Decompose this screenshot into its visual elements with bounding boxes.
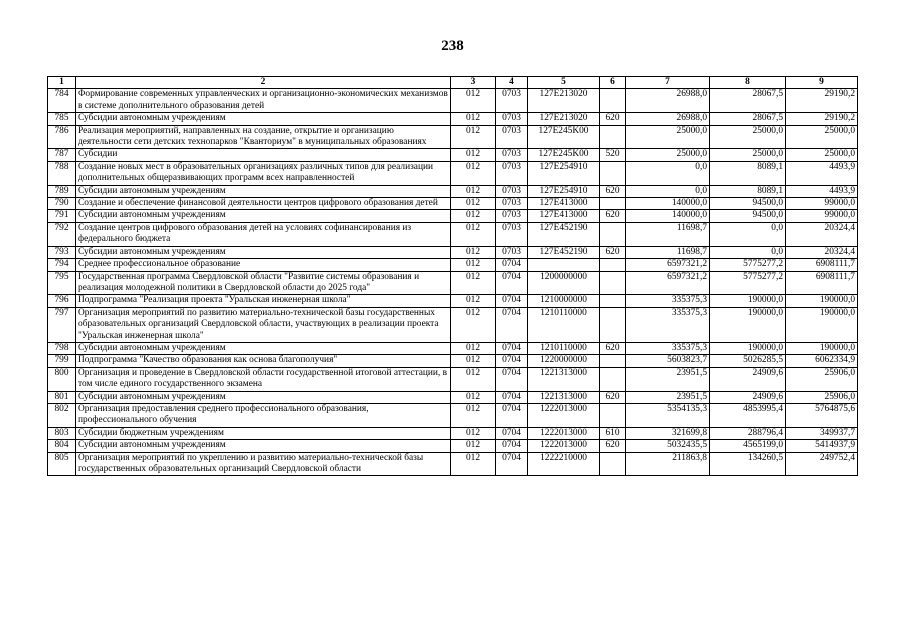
section-code: 0703 [496, 198, 528, 210]
ministry-code: 012 [451, 149, 496, 161]
target-article-code: 1222013000 [528, 427, 600, 439]
table-row [48, 210, 858, 222]
header-row [48, 77, 858, 89]
table-row [48, 149, 858, 161]
section-code: 0704 [496, 391, 528, 403]
ministry-code: 012 [451, 222, 496, 246]
column-header-8: 8 [710, 77, 786, 89]
amount-col-8: 288796,4 [710, 427, 786, 439]
target-article-code: 127E245K00 [528, 149, 600, 161]
amount-col-8: 134260,5 [710, 452, 786, 476]
ministry-code: 012 [451, 198, 496, 210]
row-number: 804 [48, 440, 76, 452]
row-number: 799 [48, 355, 76, 367]
target-article-code: 1210000000 [528, 295, 600, 307]
amount-col-8: 5775277,2 [710, 271, 786, 295]
table-row [48, 271, 858, 295]
amount-col-8: 28067,5 [710, 89, 786, 113]
table-row [48, 113, 858, 125]
ministry-code: 012 [451, 246, 496, 258]
amount-col-8: 190000,0 [710, 307, 786, 342]
amount-col-7: 26988,0 [626, 89, 710, 113]
amount-col-7: 140000,0 [626, 198, 710, 210]
amount-col-9: 20324,4 [786, 246, 858, 258]
amount-col-7: 335375,3 [626, 295, 710, 307]
amount-col-9: 5764875,6 [786, 403, 858, 427]
amount-col-9: 190000,0 [786, 307, 858, 342]
column-header-1: 1 [48, 77, 76, 89]
section-code: 0704 [496, 403, 528, 427]
expense-name: Субсидии автономным учреждениям [76, 185, 451, 197]
section-code: 0704 [496, 367, 528, 391]
target-article-code: 1222210000 [528, 452, 600, 476]
table-row [48, 161, 858, 185]
section-code: 0704 [496, 259, 528, 271]
amount-col-9: 99000,0 [786, 210, 858, 222]
amount-col-8: 5775277,2 [710, 259, 786, 271]
expense-name: Создание и обеспечение финансовой деятельности центров цифрового образования детей [76, 198, 451, 210]
expense-name: Организация мероприятий по развитию материально-технической базы государственных образовательных организаций Свердловской области, участвующих в реализации проекта "Уральская инженерная школа" [76, 307, 451, 342]
ministry-code: 012 [451, 259, 496, 271]
amount-col-9: 29190,2 [786, 89, 858, 113]
row-number: 785 [48, 113, 76, 125]
table-row [48, 185, 858, 197]
column-header-7: 7 [626, 77, 710, 89]
table-row [48, 259, 858, 271]
amount-col-7: 26988,0 [626, 113, 710, 125]
row-number: 803 [48, 427, 76, 439]
target-article-code: 1210110000 [528, 342, 600, 354]
target-article-code: 127E254910 [528, 161, 600, 185]
page-number: 238 [441, 38, 464, 54]
expense-type-code: 520 [600, 149, 626, 161]
expense-name: Государственная программа Свердловской области "Развитие системы образования и реализация молодежной политики в Свердловской области до 2025 года" [76, 271, 451, 295]
table-body [48, 89, 858, 476]
ministry-code: 012 [451, 210, 496, 222]
section-code: 0703 [496, 222, 528, 246]
target-article-code: 1222013000 [528, 403, 600, 427]
ministry-code: 012 [451, 452, 496, 476]
amount-col-7: 11698,7 [626, 222, 710, 246]
section-code: 0703 [496, 113, 528, 125]
expense-type-code [600, 271, 626, 295]
expense-name: Организация и проведение в Свердловской области государственной итоговой аттестации, в том числе единого государственного экзамена [76, 367, 451, 391]
target-article-code: 127E413000 [528, 198, 600, 210]
target-article-code: 1221313000 [528, 367, 600, 391]
amount-col-8: 24909,6 [710, 391, 786, 403]
row-number: 786 [48, 125, 76, 149]
expense-name: Создание новых мест в образовательных организациях различных типов для реализации дополнительных общеразвивающих программ всех направленностей [76, 161, 451, 185]
ministry-code: 012 [451, 89, 496, 113]
target-article-code: 1221313000 [528, 391, 600, 403]
amount-col-8: 4565199,0 [710, 440, 786, 452]
amount-col-9: 6908111,7 [786, 271, 858, 295]
ministry-code: 012 [451, 427, 496, 439]
amount-col-9: 190000,0 [786, 342, 858, 354]
amount-col-7: 321699,8 [626, 427, 710, 439]
expense-type-code [600, 403, 626, 427]
amount-col-9: 25906,0 [786, 391, 858, 403]
section-code: 0704 [496, 355, 528, 367]
expense-type-code: 620 [600, 185, 626, 197]
expense-type-code: 620 [600, 246, 626, 258]
target-article-code: 127E452190 [528, 222, 600, 246]
amount-col-8: 25000,0 [710, 125, 786, 149]
expense-name: Организация мероприятий по укреплению и развитию материально-технической базы государственных образовательных организаций Свердловской области [76, 452, 451, 476]
ministry-code: 012 [451, 342, 496, 354]
amount-col-8: 25000,0 [710, 149, 786, 161]
section-code: 0704 [496, 427, 528, 439]
table-row [48, 427, 858, 439]
amount-col-9: 25000,0 [786, 125, 858, 149]
target-article-code: 1210110000 [528, 307, 600, 342]
row-number: 795 [48, 271, 76, 295]
amount-col-9: 5414937,9 [786, 440, 858, 452]
amount-col-7: 6597321,2 [626, 259, 710, 271]
ministry-code: 012 [451, 307, 496, 342]
amount-col-9: 6908111,7 [786, 259, 858, 271]
row-number: 791 [48, 210, 76, 222]
table-row [48, 89, 858, 113]
ministry-code: 012 [451, 113, 496, 125]
expense-name: Создание центров цифрового образования детей на условиях софинансирования из федерального бюджета [76, 222, 451, 246]
expense-name: Организация предоставления среднего профессионального образования, профессионального обучения [76, 403, 451, 427]
amount-col-8: 24909,6 [710, 367, 786, 391]
row-number: 788 [48, 161, 76, 185]
amount-col-9: 20324,4 [786, 222, 858, 246]
expense-type-code [600, 367, 626, 391]
table-header [48, 77, 858, 89]
expense-type-code: 620 [600, 113, 626, 125]
row-number: 798 [48, 342, 76, 354]
amount-col-8: 94500,0 [710, 210, 786, 222]
amount-col-7: 25000,0 [626, 125, 710, 149]
target-article-code: 1200000000 [528, 271, 600, 295]
row-number: 787 [48, 149, 76, 161]
amount-col-7: 23951,5 [626, 367, 710, 391]
expense-name: Субсидии автономным учреждениям [76, 246, 451, 258]
expense-type-code [600, 295, 626, 307]
target-article-code: 127E213020 [528, 89, 600, 113]
expense-name: Субсидии автономным учреждениям [76, 210, 451, 222]
amount-col-8: 8089,1 [710, 161, 786, 185]
expense-type-code [600, 259, 626, 271]
expense-type-code [600, 355, 626, 367]
row-number: 805 [48, 452, 76, 476]
expense-name: Формирование современных управленческих и организационно-экономических механизмов в системе дополнительного образования детей [76, 89, 451, 113]
row-number: 789 [48, 185, 76, 197]
amount-col-7: 211863,8 [626, 452, 710, 476]
table-row [48, 367, 858, 391]
expense-name: Подпрограмма "Реализация проекта "Уральская инженерная школа" [76, 295, 451, 307]
section-code: 0704 [496, 271, 528, 295]
ministry-code: 012 [451, 125, 496, 149]
section-code: 0703 [496, 161, 528, 185]
amount-col-7: 335375,3 [626, 307, 710, 342]
ministry-code: 012 [451, 403, 496, 427]
expense-name: Среднее профессиональное образование [76, 259, 451, 271]
expense-type-code [600, 125, 626, 149]
table-row [48, 440, 858, 452]
amount-col-7: 5603823,7 [626, 355, 710, 367]
ministry-code: 012 [451, 440, 496, 452]
column-header-2: 2 [76, 77, 451, 89]
target-article-code: 1220000000 [528, 355, 600, 367]
expense-type-code: 620 [600, 210, 626, 222]
column-header-3: 3 [451, 77, 496, 89]
amount-col-7: 5354135,3 [626, 403, 710, 427]
section-code: 0704 [496, 307, 528, 342]
section-code: 0703 [496, 210, 528, 222]
amount-col-9: 249752,4 [786, 452, 858, 476]
expense-type-code [600, 198, 626, 210]
amount-col-7: 5032435,5 [626, 440, 710, 452]
row-number: 792 [48, 222, 76, 246]
amount-col-7: 335375,3 [626, 342, 710, 354]
section-code: 0703 [496, 89, 528, 113]
amount-col-9: 25000,0 [786, 149, 858, 161]
ministry-code: 012 [451, 271, 496, 295]
section-code: 0704 [496, 452, 528, 476]
target-article-code: 127E413000 [528, 210, 600, 222]
amount-col-8: 0,0 [710, 222, 786, 246]
expense-type-code [600, 89, 626, 113]
amount-col-7: 0,0 [626, 185, 710, 197]
amount-col-8: 190000,0 [710, 295, 786, 307]
section-code: 0704 [496, 342, 528, 354]
ministry-code: 012 [451, 367, 496, 391]
column-header-4: 4 [496, 77, 528, 89]
amount-col-7: 140000,0 [626, 210, 710, 222]
expense-type-code [600, 452, 626, 476]
ministry-code: 012 [451, 161, 496, 185]
section-code: 0704 [496, 295, 528, 307]
expense-name: Подпрограмма "Качество образования как основа благополучия" [76, 355, 451, 367]
column-header-5: 5 [528, 77, 600, 89]
amount-col-8: 5026285,5 [710, 355, 786, 367]
target-article-code: 127E213020 [528, 113, 600, 125]
expense-type-code: 620 [600, 440, 626, 452]
expense-type-code: 610 [600, 427, 626, 439]
row-number: 790 [48, 198, 76, 210]
section-code: 0703 [496, 149, 528, 161]
column-header-6: 6 [600, 77, 626, 89]
amount-col-8: 0,0 [710, 246, 786, 258]
target-article-code: 127E452190 [528, 246, 600, 258]
section-code: 0703 [496, 185, 528, 197]
row-number: 802 [48, 403, 76, 427]
amount-col-9: 29190,2 [786, 113, 858, 125]
table-row [48, 246, 858, 258]
row-number: 794 [48, 259, 76, 271]
section-code: 0703 [496, 246, 528, 258]
amount-col-8: 28067,5 [710, 113, 786, 125]
expense-type-code: 620 [600, 391, 626, 403]
expense-name: Субсидии бюджетным учреждениям [76, 427, 451, 439]
amount-col-8: 190000,0 [710, 342, 786, 354]
row-number: 797 [48, 307, 76, 342]
expense-type-code [600, 307, 626, 342]
ministry-code: 012 [451, 295, 496, 307]
amount-col-8: 4853995,4 [710, 403, 786, 427]
column-header-9: 9 [786, 77, 858, 89]
table-row [48, 355, 858, 367]
table-row [48, 295, 858, 307]
expense-type-code: 620 [600, 342, 626, 354]
table-row [48, 222, 858, 246]
amount-col-9: 99000,0 [786, 198, 858, 210]
table-row [48, 391, 858, 403]
section-code: 0703 [496, 125, 528, 149]
row-number: 801 [48, 391, 76, 403]
target-article-code: 127E245K00 [528, 125, 600, 149]
ministry-code: 012 [451, 391, 496, 403]
row-number: 800 [48, 367, 76, 391]
expense-name: Субсидии автономным учреждениям [76, 342, 451, 354]
amount-col-9: 4493,9 [786, 185, 858, 197]
amount-col-7: 11698,7 [626, 246, 710, 258]
target-article-code [528, 259, 600, 271]
expense-type-code [600, 161, 626, 185]
table-row [48, 403, 858, 427]
budget-table [47, 76, 858, 476]
table-row [48, 198, 858, 210]
table-row [48, 125, 858, 149]
table-row [48, 452, 858, 476]
row-number: 784 [48, 89, 76, 113]
amount-col-7: 23951,5 [626, 391, 710, 403]
expense-name: Субсидии автономным учреждениям [76, 113, 451, 125]
row-number: 796 [48, 295, 76, 307]
target-article-code: 127E254910 [528, 185, 600, 197]
amount-col-9: 6062334,9 [786, 355, 858, 367]
table-row [48, 342, 858, 354]
ministry-code: 012 [451, 355, 496, 367]
amount-col-9: 25906,0 [786, 367, 858, 391]
target-article-code: 1222013000 [528, 440, 600, 452]
expense-name: Субсидии [76, 149, 451, 161]
expense-name: Субсидии автономным учреждениям [76, 391, 451, 403]
section-code: 0704 [496, 440, 528, 452]
row-number: 793 [48, 246, 76, 258]
expense-name: Реализация мероприятий, направленных на создание, открытие и организацию деятельности сети детских технопарков "Кванториум" в муниципальных образованиях [76, 125, 451, 149]
amount-col-8: 8089,1 [710, 185, 786, 197]
amount-col-7: 0,0 [626, 161, 710, 185]
amount-col-7: 25000,0 [626, 149, 710, 161]
amount-col-7: 6597321,2 [626, 271, 710, 295]
table-row [48, 307, 858, 342]
amount-col-9: 4493,9 [786, 161, 858, 185]
expense-name: Субсидии автономным учреждениям [76, 440, 451, 452]
amount-col-8: 94500,0 [710, 198, 786, 210]
expense-type-code [600, 222, 626, 246]
ministry-code: 012 [451, 185, 496, 197]
amount-col-9: 190000,0 [786, 295, 858, 307]
amount-col-9: 349937,7 [786, 427, 858, 439]
